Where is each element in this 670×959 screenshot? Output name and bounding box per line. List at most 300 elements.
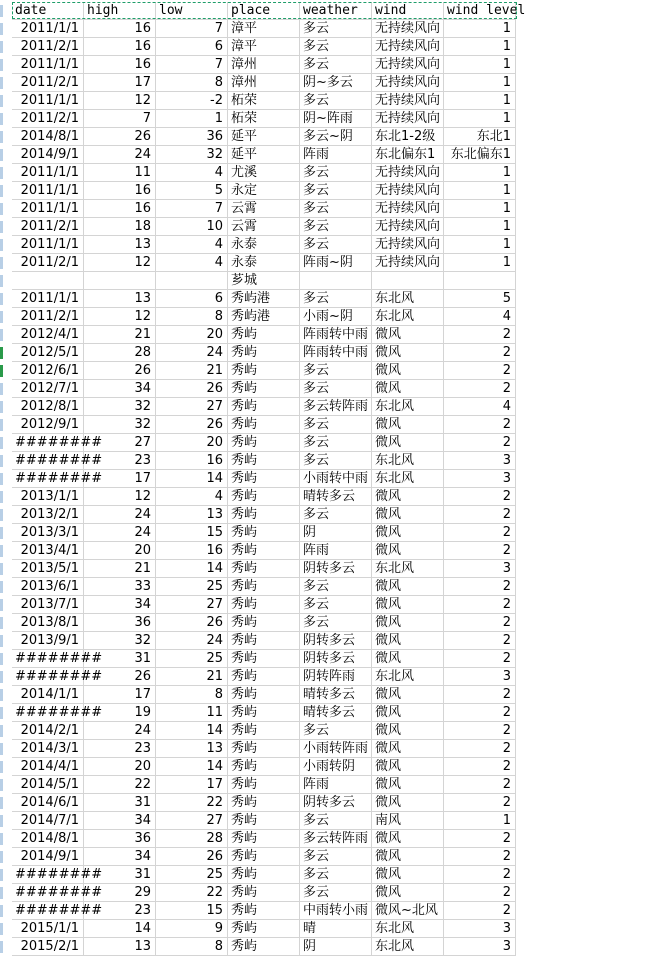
cell-low[interactable]: 16 xyxy=(156,542,228,560)
cell-place[interactable]: 秀屿 xyxy=(228,884,300,902)
cell-wind[interactable]: 微风 xyxy=(372,776,444,794)
cell-date[interactable]: 2013/3/1 xyxy=(12,524,84,542)
cell-high[interactable]: 21 xyxy=(84,326,156,344)
cell-low[interactable]: 14 xyxy=(156,722,228,740)
cell-date[interactable]: 2014/7/1 xyxy=(12,812,84,830)
cell-weather[interactable]: 多云转阵雨 xyxy=(300,398,372,416)
cell-low[interactable]: 7 xyxy=(156,200,228,218)
cell-weather[interactable]: 多云 xyxy=(300,38,372,56)
cell-low[interactable]: 7 xyxy=(156,20,228,38)
cell-place[interactable]: 秀屿 xyxy=(228,668,300,686)
cell-wind-level[interactable]: 1 xyxy=(444,236,516,254)
cell-high[interactable]: 24 xyxy=(84,722,156,740)
cell-low[interactable]: 25 xyxy=(156,650,228,668)
cell-high[interactable]: 16 xyxy=(84,20,156,38)
cell-wind-level[interactable]: 1 xyxy=(444,254,516,272)
cell-high[interactable]: 19 xyxy=(84,704,156,722)
cell-wind[interactable]: 微风 xyxy=(372,524,444,542)
cell-wind[interactable]: 微风 xyxy=(372,830,444,848)
cell-weather[interactable]: 晴转多云 xyxy=(300,686,372,704)
cell-high[interactable]: 18 xyxy=(84,218,156,236)
cell-wind-level[interactable]: 4 xyxy=(444,398,516,416)
cell-weather[interactable]: 阴~阵雨 xyxy=(300,110,372,128)
cell-weather[interactable]: 多云 xyxy=(300,884,372,902)
cell-date[interactable]: ######## xyxy=(12,902,84,920)
cell-weather[interactable]: 阵雨转中雨 xyxy=(300,326,372,344)
cell-wind[interactable] xyxy=(372,272,444,290)
cell-place[interactable]: 漳州 xyxy=(228,74,300,92)
cell-place[interactable]: 秀屿 xyxy=(228,650,300,668)
cell-place[interactable]: 秀屿 xyxy=(228,902,300,920)
cell-date[interactable]: 2011/1/1 xyxy=(12,20,84,38)
cell-high[interactable]: 16 xyxy=(84,38,156,56)
cell-wind[interactable]: 微风 xyxy=(372,614,444,632)
cell-high[interactable]: 12 xyxy=(84,308,156,326)
cell-weather[interactable]: 多云 xyxy=(300,596,372,614)
cell-wind-level[interactable]: 2 xyxy=(444,740,516,758)
cell-wind[interactable]: 东北风 xyxy=(372,668,444,686)
cell-wind[interactable]: 无持续风向 xyxy=(372,236,444,254)
cell-low[interactable]: 27 xyxy=(156,812,228,830)
cell-wind-level[interactable]: 2 xyxy=(444,596,516,614)
cell-place[interactable]: 永泰 xyxy=(228,254,300,272)
cell-high[interactable]: 16 xyxy=(84,56,156,74)
cell-date[interactable]: 2011/1/1 xyxy=(12,92,84,110)
cell-weather[interactable]: 阵雨 xyxy=(300,776,372,794)
cell-low[interactable]: 25 xyxy=(156,866,228,884)
cell-wind-level[interactable]: 2 xyxy=(444,650,516,668)
cell-high[interactable]: 31 xyxy=(84,794,156,812)
cell-wind-level[interactable]: 2 xyxy=(444,614,516,632)
cell-place[interactable]: 秀屿 xyxy=(228,380,300,398)
cell-low[interactable]: 10 xyxy=(156,218,228,236)
cell-wind-level[interactable]: 1 xyxy=(444,812,516,830)
cell-date[interactable] xyxy=(12,272,84,290)
cell-high[interactable]: 23 xyxy=(84,740,156,758)
cell-low[interactable]: 14 xyxy=(156,758,228,776)
cell-date[interactable]: ######## xyxy=(12,884,84,902)
cell-weather[interactable]: 多云 xyxy=(300,380,372,398)
cell-wind-level[interactable]: 3 xyxy=(444,938,516,956)
cell-weather[interactable]: 阴转多云 xyxy=(300,560,372,578)
cell-high[interactable]: 16 xyxy=(84,200,156,218)
cell-high[interactable]: 34 xyxy=(84,848,156,866)
cell-high[interactable]: 24 xyxy=(84,506,156,524)
cell-weather[interactable]: 小雨转中雨 xyxy=(300,470,372,488)
header-cell-weather[interactable]: weather xyxy=(300,2,372,20)
cell-wind-level[interactable]: 3 xyxy=(444,452,516,470)
cell-wind[interactable]: 微风 xyxy=(372,866,444,884)
cell-wind[interactable]: 无持续风向 xyxy=(372,56,444,74)
cell-weather[interactable]: 阴 xyxy=(300,938,372,956)
cell-place[interactable]: 秀屿 xyxy=(228,578,300,596)
cell-place[interactable]: 秀屿 xyxy=(228,524,300,542)
cell-place[interactable]: 秀屿 xyxy=(228,758,300,776)
cell-place[interactable]: 秀屿 xyxy=(228,632,300,650)
cell-low[interactable]: 15 xyxy=(156,902,228,920)
cell-date[interactable]: 2014/5/1 xyxy=(12,776,84,794)
cell-date[interactable]: ######## xyxy=(12,434,84,452)
cell-wind-level[interactable]: 2 xyxy=(444,416,516,434)
cell-wind[interactable]: 微风 xyxy=(372,740,444,758)
cell-wind-level[interactable]: 2 xyxy=(444,884,516,902)
cell-date[interactable]: 2014/9/1 xyxy=(12,146,84,164)
cell-wind[interactable]: 无持续风向 xyxy=(372,254,444,272)
cell-weather[interactable]: 多云 xyxy=(300,614,372,632)
cell-date[interactable]: 2011/1/1 xyxy=(12,56,84,74)
cell-place[interactable]: 秀屿 xyxy=(228,344,300,362)
cell-place[interactable]: 秀屿 xyxy=(228,794,300,812)
cell-date[interactable]: 2011/1/1 xyxy=(12,182,84,200)
cell-wind[interactable]: 微风~北风 xyxy=(372,902,444,920)
cell-low[interactable]: 26 xyxy=(156,614,228,632)
cell-high[interactable]: 27 xyxy=(84,434,156,452)
cell-wind[interactable]: 东北1-2级 xyxy=(372,128,444,146)
cell-wind[interactable]: 无持续风向 xyxy=(372,38,444,56)
cell-weather[interactable]: 晴 xyxy=(300,920,372,938)
cell-wind-level[interactable]: 2 xyxy=(444,380,516,398)
cell-weather[interactable]: 多云 xyxy=(300,722,372,740)
cell-place[interactable]: 延平 xyxy=(228,146,300,164)
cell-weather[interactable]: 多云 xyxy=(300,866,372,884)
cell-place[interactable]: 云霄 xyxy=(228,218,300,236)
cell-place[interactable]: 秀屿港 xyxy=(228,308,300,326)
cell-wind-level[interactable]: 2 xyxy=(444,686,516,704)
cell-date[interactable]: 2011/2/1 xyxy=(12,74,84,92)
cell-wind[interactable]: 东北风 xyxy=(372,560,444,578)
cell-date[interactable]: ######## xyxy=(12,704,84,722)
cell-high[interactable]: 13 xyxy=(84,290,156,308)
cell-date[interactable]: 2011/2/1 xyxy=(12,308,84,326)
cell-weather[interactable]: 多云 xyxy=(300,200,372,218)
cell-high[interactable]: 36 xyxy=(84,614,156,632)
cell-high[interactable]: 24 xyxy=(84,146,156,164)
cell-weather[interactable]: 多云 xyxy=(300,182,372,200)
cell-place[interactable]: 漳州 xyxy=(228,56,300,74)
cell-date[interactable]: 2014/6/1 xyxy=(12,794,84,812)
cell-wind-level[interactable]: 东北偏东1 xyxy=(444,146,516,164)
cell-weather[interactable]: 多云 xyxy=(300,290,372,308)
cell-low[interactable]: 8 xyxy=(156,308,228,326)
cell-place[interactable]: 漳平 xyxy=(228,20,300,38)
cell-wind[interactable]: 无持续风向 xyxy=(372,74,444,92)
cell-low[interactable]: 27 xyxy=(156,596,228,614)
cell-high[interactable]: 20 xyxy=(84,542,156,560)
cell-high[interactable]: 34 xyxy=(84,596,156,614)
cell-low[interactable]: 4 xyxy=(156,254,228,272)
cell-wind[interactable]: 微风 xyxy=(372,542,444,560)
cell-date[interactable]: 2014/9/1 xyxy=(12,848,84,866)
cell-wind-level[interactable]: 5 xyxy=(444,290,516,308)
cell-wind[interactable]: 微风 xyxy=(372,416,444,434)
cell-wind-level[interactable]: 3 xyxy=(444,920,516,938)
cell-wind[interactable]: 微风 xyxy=(372,722,444,740)
cell-high[interactable]: 34 xyxy=(84,380,156,398)
cell-place[interactable]: 秀屿 xyxy=(228,326,300,344)
cell-low[interactable]: 8 xyxy=(156,686,228,704)
cell-place[interactable]: 秀屿 xyxy=(228,470,300,488)
cell-wind-level[interactable]: 2 xyxy=(444,578,516,596)
cell-low[interactable]: 20 xyxy=(156,326,228,344)
cell-wind[interactable]: 无持续风向 xyxy=(372,92,444,110)
header-cell-low[interactable]: low xyxy=(156,2,228,20)
cell-place[interactable]: 秀屿 xyxy=(228,812,300,830)
cell-high[interactable]: 26 xyxy=(84,668,156,686)
cell-wind[interactable]: 微风 xyxy=(372,506,444,524)
cell-high[interactable]: 12 xyxy=(84,254,156,272)
cell-high[interactable]: 29 xyxy=(84,884,156,902)
cell-wind[interactable]: 微风 xyxy=(372,704,444,722)
cell-weather[interactable]: 多云 xyxy=(300,578,372,596)
cell-high[interactable]: 31 xyxy=(84,866,156,884)
cell-place[interactable]: 秀屿 xyxy=(228,722,300,740)
cell-weather[interactable]: 阵雨转中雨 xyxy=(300,344,372,362)
cell-low[interactable]: 7 xyxy=(156,56,228,74)
cell-low[interactable]: 13 xyxy=(156,506,228,524)
cell-wind[interactable]: 微风 xyxy=(372,686,444,704)
cell-wind-level[interactable]: 3 xyxy=(444,668,516,686)
cell-date[interactable]: 2013/2/1 xyxy=(12,506,84,524)
cell-place[interactable]: 延平 xyxy=(228,128,300,146)
cell-wind-level[interactable]: 1 xyxy=(444,164,516,182)
cell-high[interactable]: 20 xyxy=(84,758,156,776)
cell-weather[interactable]: 多云 xyxy=(300,506,372,524)
cell-place[interactable]: 柘荣 xyxy=(228,110,300,128)
cell-date[interactable]: 2011/1/1 xyxy=(12,290,84,308)
cell-place[interactable]: 柘荣 xyxy=(228,92,300,110)
cell-low[interactable] xyxy=(156,272,228,290)
cell-wind-level[interactable]: 2 xyxy=(444,524,516,542)
cell-wind[interactable]: 东北偏东1 xyxy=(372,146,444,164)
cell-place[interactable]: 秀屿 xyxy=(228,542,300,560)
cell-wind[interactable]: 微风 xyxy=(372,362,444,380)
cell-date[interactable]: 2014/1/1 xyxy=(12,686,84,704)
cell-high[interactable]: 17 xyxy=(84,686,156,704)
cell-wind[interactable]: 微风 xyxy=(372,380,444,398)
cell-wind[interactable]: 微风 xyxy=(372,326,444,344)
cell-low[interactable]: 16 xyxy=(156,452,228,470)
cell-wind-level[interactable]: 2 xyxy=(444,542,516,560)
cell-high[interactable]: 13 xyxy=(84,236,156,254)
cell-wind[interactable]: 东北风 xyxy=(372,920,444,938)
cell-wind[interactable]: 东北风 xyxy=(372,398,444,416)
header-cell-wind-level[interactable]: wind level xyxy=(444,2,516,20)
cell-weather[interactable]: 多云 xyxy=(300,416,372,434)
cell-low[interactable]: 14 xyxy=(156,470,228,488)
cell-date[interactable]: 2011/1/1 xyxy=(12,200,84,218)
cell-place[interactable]: 秀屿 xyxy=(228,560,300,578)
cell-place[interactable]: 秀屿 xyxy=(228,488,300,506)
cell-low[interactable]: 21 xyxy=(156,668,228,686)
cell-low[interactable]: 1 xyxy=(156,110,228,128)
cell-high[interactable]: 26 xyxy=(84,362,156,380)
cell-wind-level[interactable]: 2 xyxy=(444,488,516,506)
cell-weather[interactable]: 阴 xyxy=(300,524,372,542)
cell-weather[interactable]: 阴~多云 xyxy=(300,74,372,92)
cell-date[interactable]: 2015/1/1 xyxy=(12,920,84,938)
cell-wind-level[interactable]: 1 xyxy=(444,92,516,110)
cell-wind[interactable]: 无持续风向 xyxy=(372,218,444,236)
cell-low[interactable]: 5 xyxy=(156,182,228,200)
cell-place[interactable]: 秀屿 xyxy=(228,398,300,416)
cell-date[interactable]: 2013/6/1 xyxy=(12,578,84,596)
cell-low[interactable]: 17 xyxy=(156,776,228,794)
cell-weather[interactable]: 阵雨~阴 xyxy=(300,254,372,272)
cell-wind-level[interactable]: 2 xyxy=(444,830,516,848)
cell-weather[interactable]: 多云转阵雨 xyxy=(300,830,372,848)
cell-low[interactable]: 26 xyxy=(156,848,228,866)
cell-weather[interactable]: 阴转多云 xyxy=(300,794,372,812)
cell-date[interactable]: 2014/8/1 xyxy=(12,128,84,146)
cell-place[interactable]: 芗城 xyxy=(228,272,300,290)
cell-wind[interactable]: 微风 xyxy=(372,488,444,506)
cell-high[interactable]: 33 xyxy=(84,578,156,596)
cell-weather[interactable]: 小雨~阴 xyxy=(300,308,372,326)
cell-high[interactable] xyxy=(84,272,156,290)
cell-place[interactable]: 秀屿 xyxy=(228,614,300,632)
cell-date[interactable]: ######## xyxy=(12,452,84,470)
cell-place[interactable]: 秀屿 xyxy=(228,596,300,614)
cell-wind-level[interactable]: 2 xyxy=(444,776,516,794)
cell-low[interactable]: 27 xyxy=(156,398,228,416)
cell-wind[interactable]: 微风 xyxy=(372,794,444,812)
cell-date[interactable]: ######## xyxy=(12,668,84,686)
cell-wind[interactable]: 微风 xyxy=(372,344,444,362)
cell-high[interactable]: 23 xyxy=(84,452,156,470)
cell-wind-level[interactable]: 2 xyxy=(444,722,516,740)
cell-place[interactable]: 秀屿 xyxy=(228,506,300,524)
cell-high[interactable]: 32 xyxy=(84,398,156,416)
cell-high[interactable]: 22 xyxy=(84,776,156,794)
cell-wind[interactable]: 微风 xyxy=(372,596,444,614)
cell-place[interactable]: 秀屿港 xyxy=(228,290,300,308)
cell-date[interactable]: 2011/2/1 xyxy=(12,38,84,56)
cell-date[interactable]: 2014/8/1 xyxy=(12,830,84,848)
cell-place[interactable]: 秀屿 xyxy=(228,434,300,452)
cell-high[interactable]: 26 xyxy=(84,128,156,146)
cell-high[interactable]: 17 xyxy=(84,470,156,488)
cell-wind-level[interactable]: 2 xyxy=(444,326,516,344)
cell-low[interactable]: 4 xyxy=(156,236,228,254)
cell-wind-level[interactable]: 2 xyxy=(444,794,516,812)
cell-wind-level[interactable]: 东北1 xyxy=(444,128,516,146)
cell-wind-level[interactable]: 1 xyxy=(444,200,516,218)
cell-weather[interactable]: 多云 xyxy=(300,236,372,254)
cell-weather[interactable]: 多云 xyxy=(300,812,372,830)
cell-wind[interactable]: 东北风 xyxy=(372,290,444,308)
cell-date[interactable]: 2012/9/1 xyxy=(12,416,84,434)
cell-wind-level[interactable]: 2 xyxy=(444,902,516,920)
cell-high[interactable]: 34 xyxy=(84,812,156,830)
cell-wind-level[interactable]: 2 xyxy=(444,758,516,776)
cell-wind-level[interactable]: 1 xyxy=(444,20,516,38)
cell-high[interactable]: 13 xyxy=(84,938,156,956)
cell-low[interactable]: 14 xyxy=(156,560,228,578)
cell-high[interactable]: 14 xyxy=(84,920,156,938)
cell-wind-level[interactable]: 2 xyxy=(444,632,516,650)
cell-place[interactable]: 秀屿 xyxy=(228,686,300,704)
cell-low[interactable]: 6 xyxy=(156,290,228,308)
cell-low[interactable]: 25 xyxy=(156,578,228,596)
cell-place[interactable]: 秀屿 xyxy=(228,866,300,884)
cell-place[interactable]: 秀屿 xyxy=(228,848,300,866)
cell-low[interactable]: 4 xyxy=(156,488,228,506)
cell-date[interactable]: 2012/5/1 xyxy=(12,344,84,362)
cell-low[interactable]: 11 xyxy=(156,704,228,722)
cell-wind-level[interactable]: 2 xyxy=(444,344,516,362)
cell-wind-level[interactable]: 2 xyxy=(444,362,516,380)
cell-high[interactable]: 16 xyxy=(84,182,156,200)
cell-wind[interactable]: 微风 xyxy=(372,650,444,668)
cell-date[interactable]: 2011/2/1 xyxy=(12,218,84,236)
cell-wind-level[interactable]: 2 xyxy=(444,704,516,722)
cell-wind-level[interactable]: 1 xyxy=(444,56,516,74)
cell-wind[interactable]: 微风 xyxy=(372,758,444,776)
cell-date[interactable]: 2012/7/1 xyxy=(12,380,84,398)
cell-date[interactable]: 2013/8/1 xyxy=(12,614,84,632)
cell-date[interactable]: 2013/4/1 xyxy=(12,542,84,560)
cell-wind[interactable]: 南风 xyxy=(372,812,444,830)
cell-low[interactable]: 24 xyxy=(156,632,228,650)
cell-weather[interactable]: 多云 xyxy=(300,434,372,452)
cell-weather[interactable]: 多云 xyxy=(300,452,372,470)
cell-high[interactable]: 12 xyxy=(84,488,156,506)
cell-date[interactable]: 2014/4/1 xyxy=(12,758,84,776)
cell-place[interactable]: 秀屿 xyxy=(228,830,300,848)
cell-weather[interactable]: 晴转多云 xyxy=(300,488,372,506)
header-cell-wind[interactable]: wind xyxy=(372,2,444,20)
cell-high[interactable]: 32 xyxy=(84,416,156,434)
cell-low[interactable]: 36 xyxy=(156,128,228,146)
cell-wind[interactable]: 无持续风向 xyxy=(372,164,444,182)
cell-weather[interactable]: 阵雨 xyxy=(300,146,372,164)
cell-wind[interactable]: 微风 xyxy=(372,848,444,866)
cell-date[interactable]: 2011/1/1 xyxy=(12,236,84,254)
cell-wind[interactable]: 微风 xyxy=(372,578,444,596)
cell-date[interactable]: 2012/8/1 xyxy=(12,398,84,416)
cell-low[interactable]: 20 xyxy=(156,434,228,452)
cell-weather[interactable]: 阴转多云 xyxy=(300,650,372,668)
cell-wind[interactable]: 微风 xyxy=(372,434,444,452)
cell-high[interactable]: 23 xyxy=(84,902,156,920)
cell-date[interactable]: ######## xyxy=(12,866,84,884)
cell-high[interactable]: 36 xyxy=(84,830,156,848)
cell-date[interactable]: 2012/4/1 xyxy=(12,326,84,344)
cell-high[interactable]: 21 xyxy=(84,560,156,578)
cell-low[interactable]: 22 xyxy=(156,794,228,812)
cell-date[interactable]: 2014/2/1 xyxy=(12,722,84,740)
cell-date[interactable]: 2015/2/1 xyxy=(12,938,84,956)
cell-date[interactable]: 2013/5/1 xyxy=(12,560,84,578)
cell-weather[interactable]: 多云 xyxy=(300,218,372,236)
cell-date[interactable]: 2011/1/1 xyxy=(12,164,84,182)
cell-low[interactable]: 26 xyxy=(156,416,228,434)
cell-weather[interactable] xyxy=(300,272,372,290)
cell-wind-level[interactable]: 1 xyxy=(444,110,516,128)
cell-weather[interactable]: 多云 xyxy=(300,56,372,74)
cell-high[interactable]: 12 xyxy=(84,92,156,110)
cell-wind-level[interactable]: 2 xyxy=(444,506,516,524)
cell-place[interactable]: 秀屿 xyxy=(228,776,300,794)
cell-high[interactable]: 11 xyxy=(84,164,156,182)
cell-weather[interactable]: 阵雨 xyxy=(300,542,372,560)
cell-wind[interactable]: 无持续风向 xyxy=(372,20,444,38)
cell-weather[interactable]: 晴转多云 xyxy=(300,704,372,722)
cell-place[interactable]: 秀屿 xyxy=(228,452,300,470)
cell-weather[interactable]: 多云 xyxy=(300,848,372,866)
cell-place[interactable]: 秀屿 xyxy=(228,416,300,434)
cell-low[interactable]: 28 xyxy=(156,830,228,848)
